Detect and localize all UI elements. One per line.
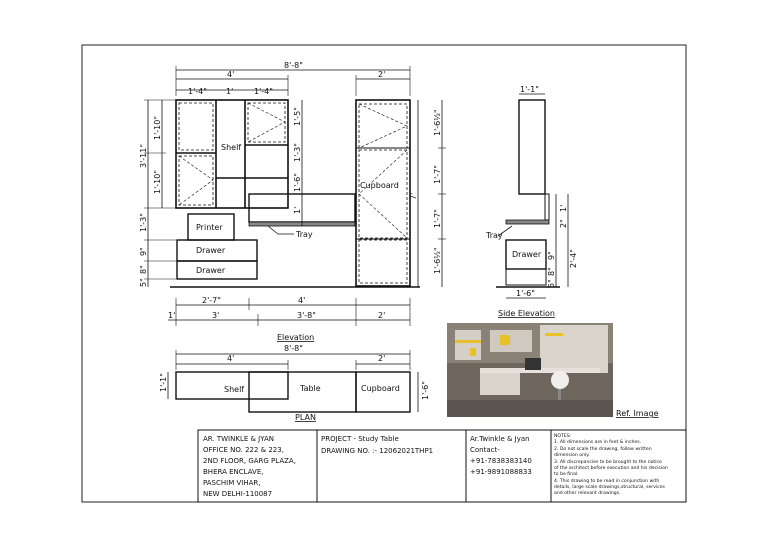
printer-label: Printer [196,223,223,232]
tray-label: Tray [296,230,313,239]
elevation-title: Elevation [277,333,315,342]
dim-mid-d: 1' [293,206,302,214]
dim-mid-a: 1'-5" [293,107,302,126]
plan-dim-left-depth: 1'-1" [159,373,168,392]
plan-dim-overall: 8'-8" [284,344,303,353]
plan-dim-right-depth: 1'-6" [421,381,430,400]
dim-mid-c: 1'-6" [293,173,302,192]
side-drawer-label: Drawer [512,250,542,259]
reference-photo [447,323,613,417]
plan-dim-cupboard: 2' [378,354,386,363]
ref-image-caption: Ref. Image [616,409,659,418]
dim-drawer-a: 9" [139,247,148,256]
dim-cupboard-width: 2' [378,70,386,79]
note-line: of the architect before execution and his decision [554,466,668,471]
note-line: details, large scale drawings,structural, services [554,485,665,490]
plan-table-label: Table [300,384,321,393]
project-name: PROJECT - Study Table [321,435,399,443]
dim-base: 5" [139,278,148,287]
dim-right-top: 1'-6½" [433,109,442,136]
note-line: NOTES: [554,434,572,439]
note-line: 2. Do not scale the drawing, follow written [554,447,652,452]
side-elevation-texts [485,85,578,318]
side-dim-r5: 8" [547,267,556,276]
note-line: dimension only. [554,453,590,458]
drawing-number: DRAWING NO. :- 12062021THP1 [321,447,434,455]
note-line: to be final. [554,472,579,477]
side-dim-r1: 1' [559,204,568,212]
side-dim-top: 1'-1" [520,85,539,94]
note-line: 4. This drawing to be read in conjunction with [554,479,660,484]
shelf-unit [176,100,288,208]
dim-desk: 4' [298,296,306,305]
office-line-2: OFFICE NO. 222 & 223, [203,446,284,454]
dim-mid-b: 1'-3" [293,143,302,162]
side-dim-r6: 5" [547,279,556,288]
plan-dim-shelf: 4' [227,354,235,363]
plan-title: PLAN [295,413,316,422]
cupboard-label: Cupboard [360,181,399,190]
contact-line-2: Contact- [470,446,500,454]
title-block-contact [470,435,532,476]
title-block-project [321,435,433,455]
cupboard-unit [356,100,410,286]
dim-overall: 8'-8" [284,61,303,70]
office-line-4: BHERA ENCLAVE, [203,468,264,476]
office-line-3: 2ND FLOOR, GARG PLAZA, [203,457,296,465]
side-tray-label: Tray [486,231,503,240]
office-line-5: PASCHIM VIHAR, [203,479,261,487]
dim-right-upper: 1'-7" [433,165,442,184]
dim-lower: 1'-10" [153,169,162,194]
side-dim-r3: 2'-4" [569,249,578,268]
title-block-office [203,435,296,498]
contact-line-4: +91-9891088833 [470,468,532,476]
office-line-1: AR. TWINKLE & JYAN [203,435,274,443]
side-elevation-title: Side Elevation [498,309,556,318]
dim-right-overall: 7' [409,192,418,200]
dim-shelf-total: 3'-11" [139,143,148,168]
plan-cupboard-label: Cupboard [361,384,400,393]
dim-bay2: 1' [226,87,234,96]
elevation-drawing [144,66,446,326]
title-block-notes [554,433,668,496]
dim-bay3: 1'-4" [254,87,273,96]
dim-drawer-b: 8" [139,265,148,274]
side-dim-base: 1'-6" [516,289,535,298]
sheet-border [82,45,686,502]
dim-printer-unit: 2'-7" [202,296,221,305]
dim-right-bottom: 1'-6½" [433,247,442,274]
drawer-top-label: Drawer [196,246,226,255]
dim-mid-run: 3'-8" [297,311,316,320]
dim-bay1: 1'-4" [188,87,207,96]
plan-texts [159,344,430,422]
side-dim-r2: 2" [559,219,568,228]
dim-printer: 1'-3" [139,213,148,232]
shelf-label: Shelf [221,143,242,152]
dim-right-lower: 1'-7" [433,209,442,228]
dim-start: 1' [168,311,176,320]
note-line: 1. All dimensions are in feet & inches. [554,440,642,445]
side-dim-r4: 9" [547,251,556,260]
note-line: and other relevant drawings. [554,491,621,496]
side-elevation-drawing [496,94,568,298]
dim-shelf-width: 4' [227,70,235,79]
dim-bottom-cupboard: 2' [378,311,386,320]
contact-line-3: +91-7838383140 [470,457,532,465]
dim-upper: 1'-10" [153,115,162,140]
dim-left-run: 3' [212,311,220,320]
note-line: 3. All discrepancies to be brought to the notice [554,460,662,465]
drawer-bottom-label: Drawer [196,266,226,275]
plan-shelf-label: Shelf [224,385,245,394]
contact-line-1: Ar.Twinkle & Jyan [470,435,530,443]
office-line-6: NEW DELHI-110087 [203,490,273,498]
